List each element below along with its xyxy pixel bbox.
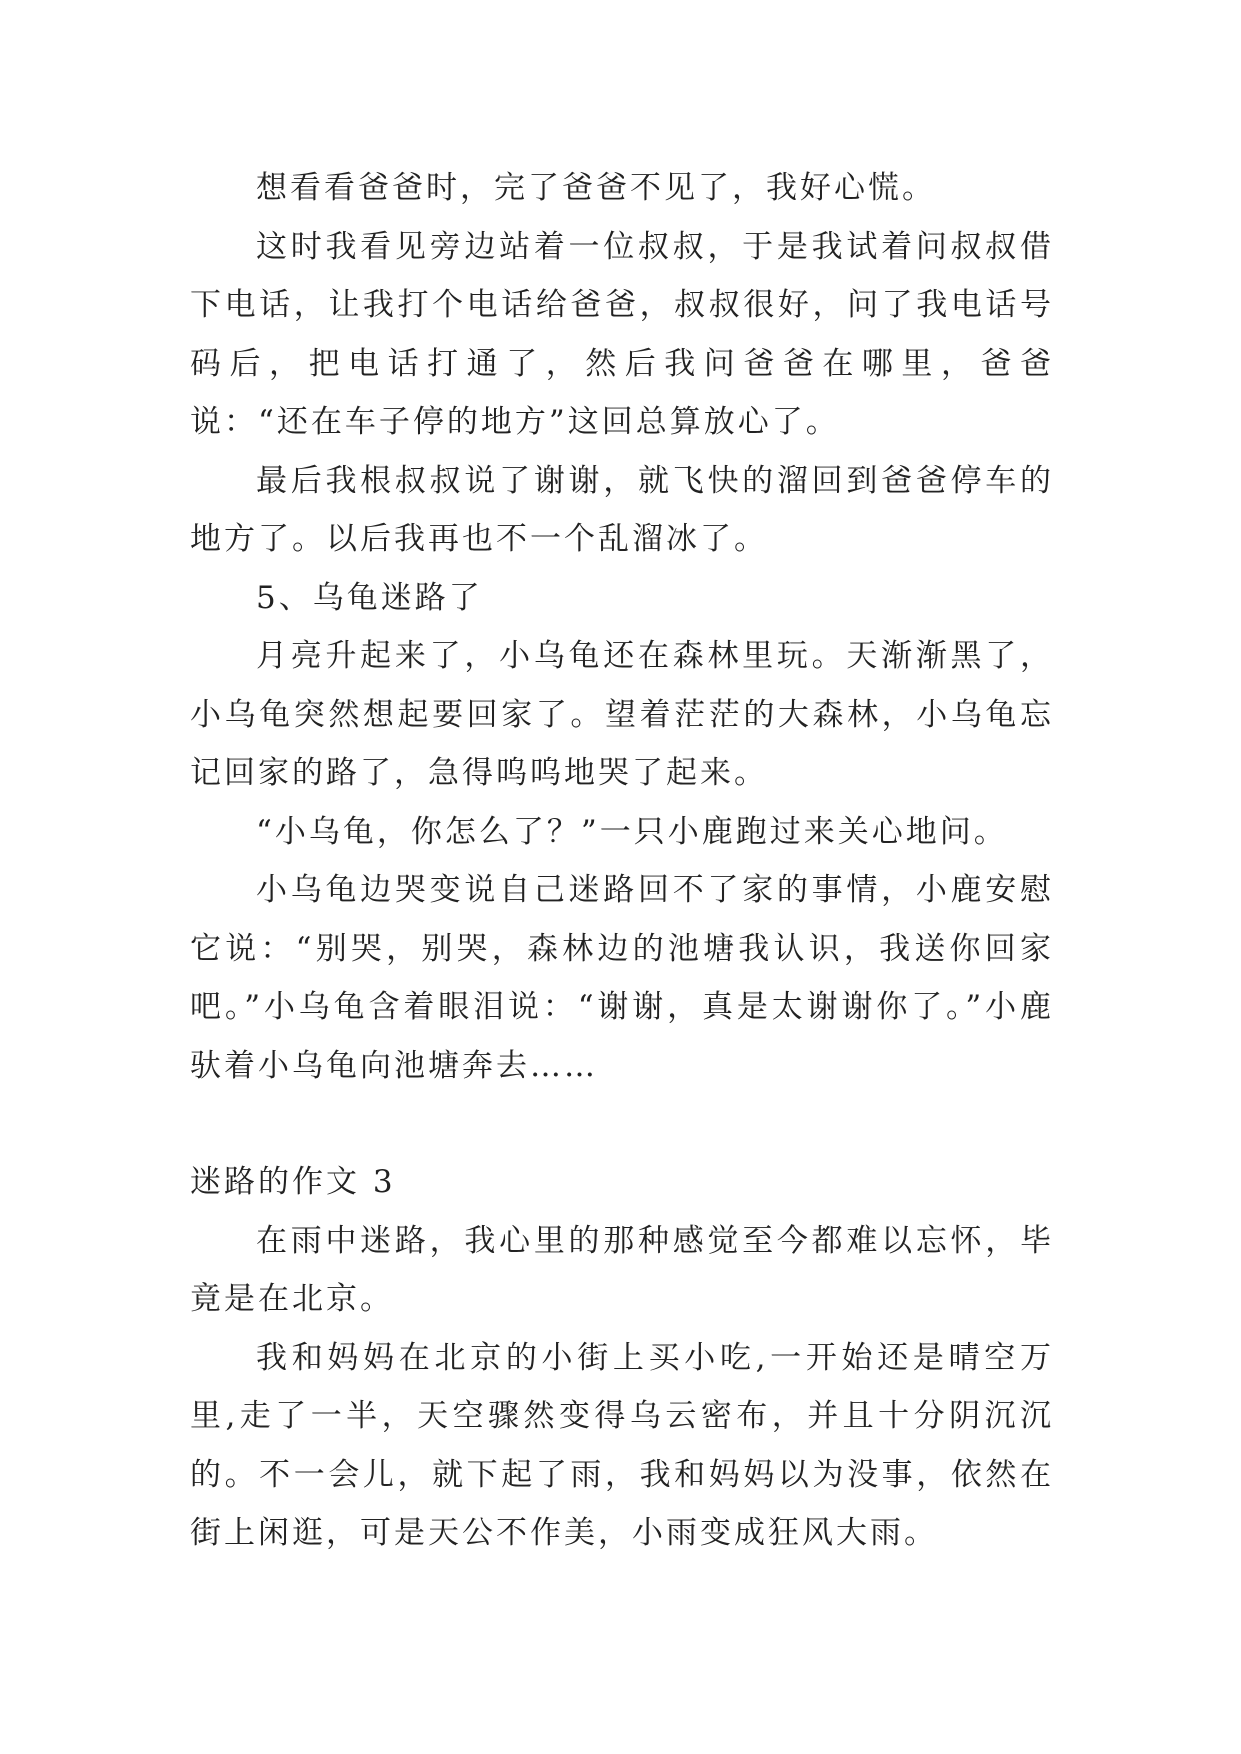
paragraph-1: 想看看爸爸时，完了爸爸不见了，我好心慌。 xyxy=(256,170,936,206)
paragraph-5: 月亮升起来了，小乌龟还在森林里玩。天渐渐黑了，小乌龟突然想起要回家了。望着茫茫的大森林，小乌龟忘记回家的路了，急得呜呜地哭了起来。 xyxy=(190,638,1054,791)
paragraph-2: 这时我看见旁边站着一位叔叔，于是我试着问叔叔借下电话，让我打个电话给爸爸，叔叔很好，问了我电话号码后，把电话打通了，然后我问爸爸在哪里，爸爸说：“还在车子停的地方”这回总算放心了。 xyxy=(190,228,1054,440)
paragraph-3: 最后我根叔叔说了谢谢，就飞快的溜回到爸爸停车的地方了。以后我再也不一个乱溜冰了。 xyxy=(190,462,1054,557)
paragraph-9: 在雨中迷路，我心里的那种感觉至今都难以忘怀，毕竟是在北京。 xyxy=(190,1222,1054,1317)
document-body xyxy=(190,159,1054,1563)
story-heading: 5、乌龟迷路了 xyxy=(256,579,483,616)
paragraph-10: 我和妈妈在北京的小街上买小吃,一开始还是晴空万里,走了一半，天空骤然变得乌云密布，并且十分阴沉沉的。不一会儿，就下起了雨，我和妈妈以为没事，依然在街上闲逛，可是天公不作美，小雨变成狂风大雨。 xyxy=(190,1339,1054,1551)
paragraph-7: 小乌龟边哭变说自己迷路回不了家的事情，小鹿安慰它说：“别哭，别哭，森林边的池塘我认识，我送你回家吧。”小乌龟含着眼泪说：“谢谢，真是太谢谢你了。”小鹿驮着小乌龟向池塘奔去…… xyxy=(190,872,1054,1084)
paragraph-6: “小乌龟，你怎么了？”一只小鹿跑过来关心地问。 xyxy=(256,813,1008,850)
section-title: 迷路的作文 3 xyxy=(190,1164,396,1200)
section-spacer xyxy=(190,1095,1054,1153)
